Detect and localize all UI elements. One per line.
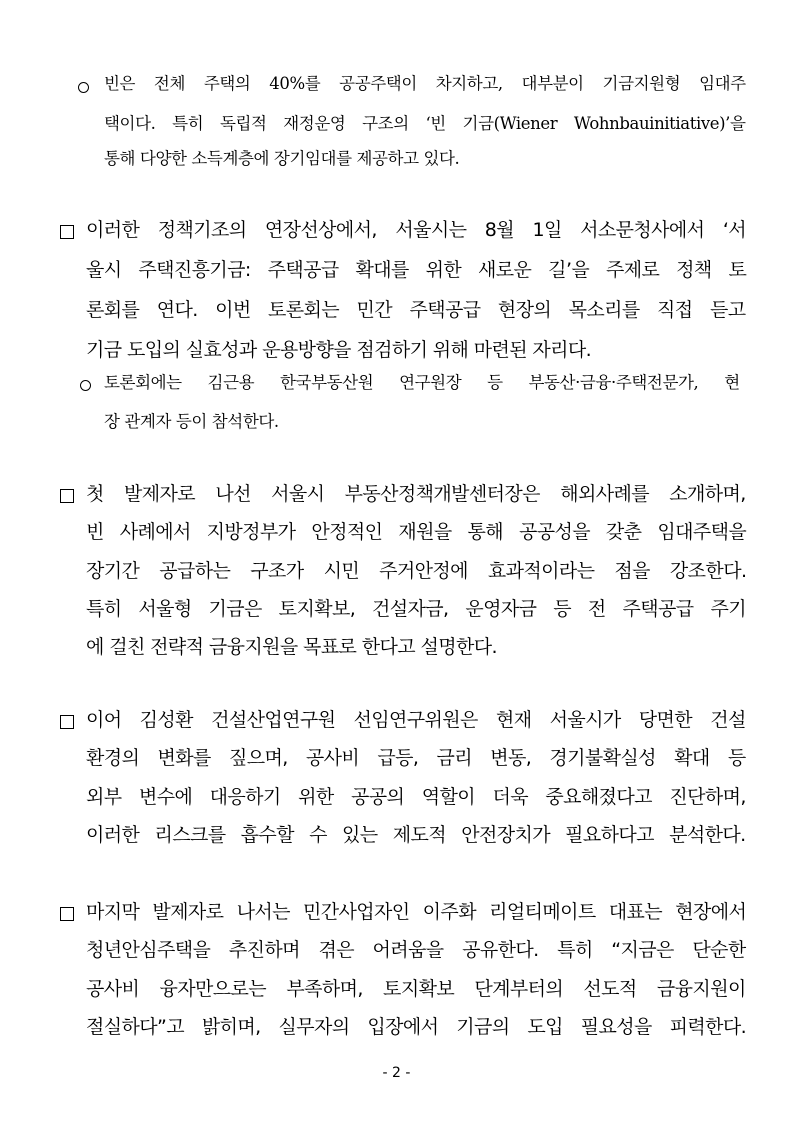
page-number: - 2 - — [382, 1065, 411, 1081]
square-bullet-icon — [60, 222, 74, 244]
text-line: 에 걸친 전략적 금융지원을 목표로 한다고 설명한다. — [86, 636, 497, 658]
text-line: 택이다. 특히 독립적 재정운영 구조의 ‘빈 기금(Wiener Wohnbauinitiative)’을 — [104, 114, 746, 133]
text-line: 청년안심주택을 추진하며 겪은 어려움을 공유한다. 특히 “지금은 단순한 — [86, 939, 746, 961]
text-line: 환경의 변화를 짚으며, 공사비 급등, 금리 변동, 경기불확실성 확대 등 — [86, 747, 746, 769]
circle-bullet-icon — [78, 78, 89, 97]
text-line: 이러한 정책기조의 연장선상에서, 서울시는 8월 1일 서소문청사에서 ‘서 — [86, 219, 747, 241]
text-line: 외부 변수에 대응하기 위한 공공의 역할이 더욱 중요해졌다고 진단하며, — [86, 786, 746, 808]
square-bullet-icon — [60, 486, 74, 508]
text-line: 통해 다양한 소득계층에 장기임대를 제공하고 있다. — [104, 149, 460, 168]
text-line: 울시 주택진흥기금: 주택공급 확대를 위한 새로운 길’을 주제로 정책 토 — [86, 259, 747, 281]
text-line: 이러한 리스크를 흡수할 수 있는 제도적 안전장치가 필요하다고 분석한다. — [86, 824, 746, 846]
text-line: 마지막 발제자로 나서는 민간사업자인 이주화 리얼티메이트 대표는 현장에서 — [86, 901, 747, 923]
text-line: 빈 사례에서 지방정부가 안정적인 재원을 통해 공공성을 갖춘 임대주택을 — [86, 521, 747, 543]
text-line: 장기간 공급하는 구조가 시민 주거안정에 효과적이라는 점을 강조한다. — [86, 560, 747, 582]
circle-bullet-icon — [80, 376, 91, 395]
text-line: 이어 김성환 건설산업연구원 선임연구위원은 현재 서울시가 당면한 건설 — [86, 709, 746, 731]
text-line: 토론회에는 김근용 한국부동산원 연구원장 등 부동산·금융·주택전문가, 현 — [104, 373, 740, 392]
square-bullet-icon — [60, 712, 74, 734]
text-line: 기금 도입의 실효성과 운용방향을 점검하기 위해 마련된 자리다. — [86, 339, 592, 361]
text-line: 절실하다”고 밝히며, 실무자의 입장에서 기금의 도입 필요성을 피력한다. — [86, 1016, 747, 1038]
text-line: 특히 서울형 기금은 토지확보, 건설자금, 운영자금 등 전 주택공급 주기 — [86, 598, 746, 620]
text-line: 공사비 융자만으로는 부족하며, 토지확보 단계부터의 선도적 금융지원이 — [86, 978, 746, 1000]
text-line: 빈은 전체 주택의 40%를 공공주택이 차지하고, 대부분이 기금지원형 임대주 — [104, 74, 746, 93]
text-line: 장 관계자 등이 참석한다. — [104, 412, 279, 431]
square-bullet-icon — [60, 904, 74, 926]
text-line: 론회를 연다. 이번 토론회는 민간 주택공급 현장의 목소리를 직접 듣고 — [86, 299, 746, 321]
text-line: 첫 발제자로 나선 서울시 부동산정책개발센터장은 해외사례를 소개하며, — [86, 483, 746, 505]
